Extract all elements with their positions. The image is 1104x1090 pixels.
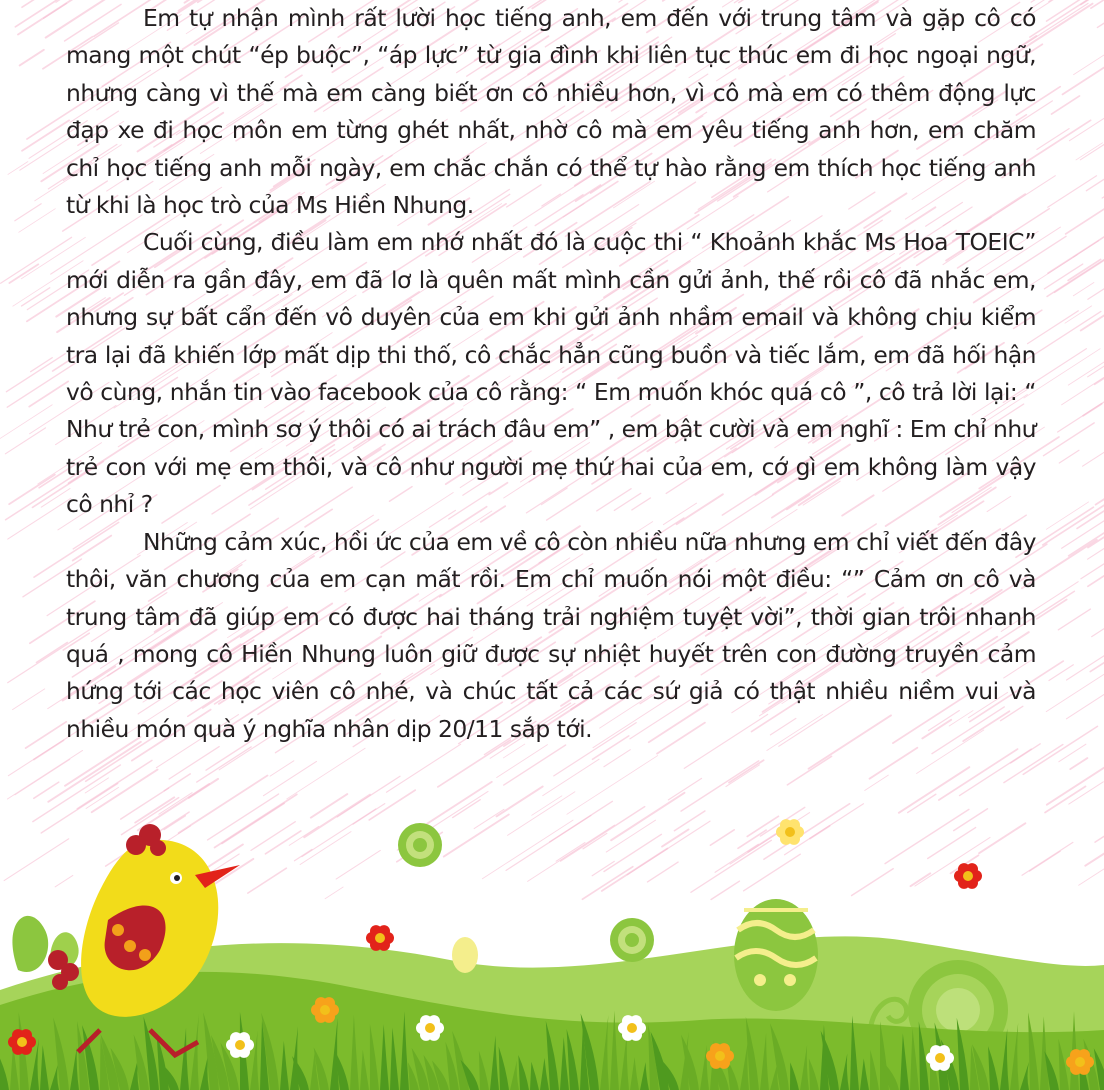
left-leaf <box>12 916 48 972</box>
flower-icon <box>954 863 982 889</box>
paragraph-2: Cuối cùng, điều làm em nhớ nhất đó là cuộc thi “ Khoảnh khắc Ms Hoa TOEIC” mới diễn ra gần đây, em đã lơ là quên mất mình cần gửi ảnh, thế rồi cô đã nhắc em, nhưng sự bất cẩn đến vô duyên của em khi gửi ảnh nhầm email và không chịu kiểm tra lại đã khiến lớp mất dịp thi thố, cô chắc hẳn cũng buồn và tiếc lắm, em đã hối hận vô cùng, nhắn tin vào facebook của cô rằng: “ Em muốn khóc quá cô ”, cô trả lời lại: “ Như trẻ con, mình sơ ý thôi có ai trách đâu em” , em bật cười và em nghĩ : Em chỉ như trẻ con với mẹ em thôi, và cô như người mẹ thứ hai của em, cớ gì em không làm vậy cô nhỉ ? <box>66 228 1036 519</box>
paragraph-3: Những cảm xúc, hồi ức của em về cô còn nhiều nữa nhưng em chỉ viết đến đây thôi, văn chương của em cạn mất rồi. Em chỉ muốn nói một điều: “” Cảm ơn cô và trung tâm đã giúp em có được hai tháng trải nghiệm tuyệt vời”, thời gian trôi nhanh quá , mong cô Hiền Nhung luôn giữ được sự nhiệt huyết trên con đường truyền cảm hứng tới các học viên cô nhé, và chúc tất cả các sứ giả có thật nhiều niềm vui và nhiều món quà ý nghĩa nhân dịp 20/11 sắp tới. <box>66 527 1036 743</box>
green-ring-icon <box>398 823 442 867</box>
flower-icon <box>776 819 804 845</box>
small-yellow-egg-icon <box>452 937 478 973</box>
easter-egg-icon <box>734 899 818 1011</box>
letter-body <box>66 0 1036 748</box>
easter-meadow-illustration <box>0 790 1104 1090</box>
flower-icon <box>366 925 394 951</box>
green-ring-icon-2 <box>610 918 654 962</box>
paragraph-1: Em tự nhận mình rất lười học tiếng anh, em đến với trung tâm và gặp cô có mang một chút “ép buộc”, “áp lực” từ gia đình khi liên tục thúc em đi học ngoại ngữ, nhưng càng vì thế mà em càng biết ơn cô nhiều hơn, vì cô mà em có thêm động lực đạp xe đi học môn em từng ghét nhất, nhờ cô mà em yêu tiếng anh hơn, em chăm chỉ học tiếng anh mỗi ngày, em chắc chắn có thể tự hào rằng em thích học tiếng anh từ khi là học trò của Ms Hiền Nhung. <box>66 4 1036 220</box>
